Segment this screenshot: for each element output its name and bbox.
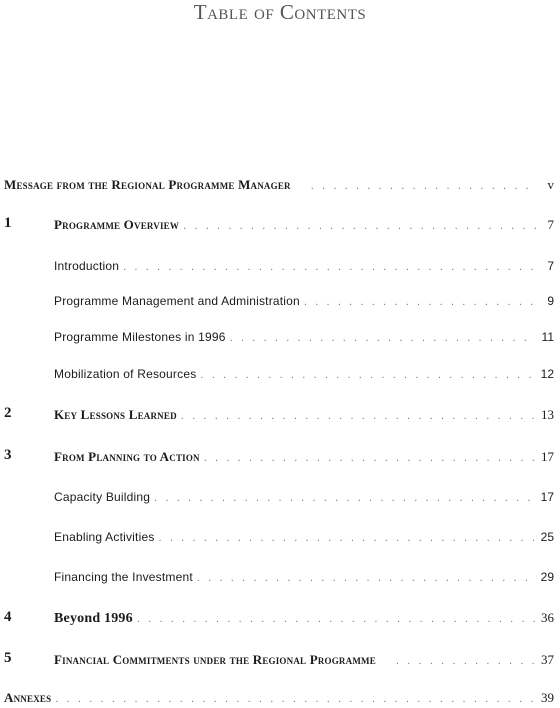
toc-page: 7	[547, 217, 554, 232]
toc-label: Financing the Investment	[54, 570, 193, 584]
toc-entry-key-lessons[interactable]	[54, 407, 554, 425]
toc-label: Beyond 1996	[54, 611, 133, 626]
toc-page: 13	[541, 407, 554, 422]
chapter-number: 4	[4, 609, 12, 625]
toc-page: 11	[541, 330, 554, 344]
toc-entry-mobilization[interactable]	[54, 367, 554, 385]
toc-entry-capacity-building[interactable]	[54, 490, 554, 508]
toc-label: Financial Commitments under the Regional Programme	[54, 652, 376, 667]
toc-entry-financial-commitments[interactable]	[54, 652, 554, 670]
toc-page: v	[547, 177, 554, 192]
toc-entry-financing[interactable]	[54, 570, 554, 588]
chapter-number: 2	[4, 405, 12, 421]
toc-page: 17	[541, 449, 554, 464]
toc-label: Key Lessons Learned	[54, 407, 177, 422]
chapter-number: 1	[4, 215, 12, 231]
toc-entry-beyond-1996[interactable]	[54, 610, 554, 628]
toc-page: 9	[547, 294, 554, 308]
chapter-number: 3	[4, 447, 12, 463]
dot-leader	[197, 572, 536, 584]
toc-entry-message[interactable]	[4, 177, 554, 195]
dot-leader	[137, 613, 536, 625]
toc-label: Annexes	[4, 690, 52, 705]
toc-entry-programme-overview[interactable]	[54, 217, 554, 235]
chapter-number: 5	[4, 650, 12, 666]
toc-label: Mobilization of Resources	[54, 367, 197, 381]
toc-label: From Planning to Action	[54, 449, 200, 464]
toc-label: Message from the Regional Programme Manager	[4, 177, 291, 192]
dot-leader	[154, 492, 536, 504]
dot-leader	[204, 452, 536, 464]
toc-label: Capacity Building	[54, 490, 151, 504]
toc-page: 29	[540, 570, 554, 584]
dot-leader	[200, 369, 536, 381]
toc-page: 17	[540, 490, 554, 504]
toc-entry-programme-milestones[interactable]	[54, 330, 554, 348]
toc-page: 12	[540, 367, 554, 381]
dot-leader	[55, 693, 536, 705]
toc-entry-planning-to-action[interactable]	[54, 449, 554, 467]
toc-page: 37	[541, 652, 554, 667]
toc-entry-enabling-activities[interactable]	[54, 530, 554, 548]
page-title: Table of Contents	[193, 0, 367, 24]
dot-leader	[311, 180, 536, 192]
dot-leader	[123, 261, 536, 273]
toc-label: Programme Milestones in 1996	[54, 330, 226, 344]
toc-page: 25	[540, 530, 554, 544]
toc-page: 7	[547, 259, 554, 273]
toc-entry-introduction[interactable]	[54, 259, 554, 277]
dot-leader	[181, 410, 536, 422]
toc-page: 39	[541, 690, 554, 705]
dot-leader	[183, 220, 536, 232]
toc-label: Introduction	[54, 259, 120, 273]
toc-entry-programme-management[interactable]	[54, 294, 554, 312]
toc-entry-annexes[interactable]	[4, 690, 554, 708]
toc-label: Enabling Activities	[54, 530, 155, 544]
toc-page: 36	[541, 610, 554, 625]
dot-leader	[230, 332, 536, 344]
toc-label: Programme Overview	[54, 217, 180, 232]
toc-label: Programme Management and Administration	[54, 294, 300, 308]
dot-leader	[159, 532, 536, 544]
dot-leader	[304, 296, 536, 308]
dot-leader	[396, 655, 536, 667]
